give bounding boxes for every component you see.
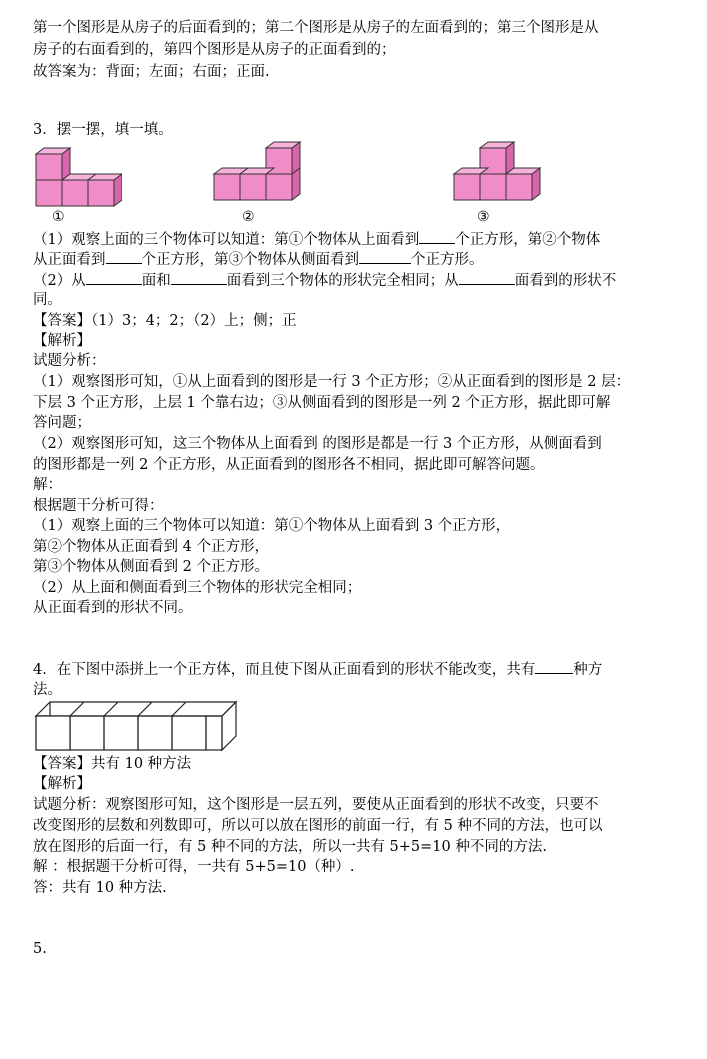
q4-text-c: 种方 bbox=[573, 662, 603, 678]
q3-analysis-line: 第②个物体从正面看到 4 个正方形， bbox=[33, 539, 269, 555]
cube-1b bbox=[36, 180, 62, 206]
q4-line-1 bbox=[33, 659, 602, 680]
q5-title: 5. bbox=[33, 941, 47, 957]
q3-analysis-line: （1）观察图形可知，①从上面看到的图形是一行 3 个正方形；②从正面看到的图形是 2 层： bbox=[33, 374, 631, 390]
answer-blank[interactable] bbox=[419, 229, 455, 244]
q3-analysis-line: （1）观察上面的三个物体可以知道：第①个物体从上面看到 3 个正方形， bbox=[33, 518, 511, 534]
cube-figure-2 bbox=[212, 140, 302, 206]
q3-analysis-line: （2）从上面和侧面看到三个物体的形状完全相同； bbox=[33, 580, 362, 596]
q4-analysis-line: 答：共有 10 种方法. bbox=[33, 880, 167, 896]
q4-analysis-line: 放在图形的后面一行，有 5 种不同的方法，所以一共有 5+5=10 种不同的方法. bbox=[33, 839, 547, 855]
intro-line-1: 第一个图形是从房子的后面看到的；第二个图形是从房子的左面看到的；第三个图形是从 bbox=[33, 20, 599, 36]
front-cube bbox=[36, 716, 70, 750]
q3-analysis-line: 答问题； bbox=[33, 415, 91, 431]
answer-blank[interactable] bbox=[106, 249, 142, 264]
q3-analysis-line: 的图形都是一列 2 个正方形，从正面看到的图形各不相同，据此即可解答问题。 bbox=[33, 457, 545, 473]
cube-1d bbox=[88, 174, 122, 206]
q3-p2-text-c: 面看到三个物体的形状完全相同；从 bbox=[226, 273, 459, 289]
answer-blank[interactable] bbox=[459, 270, 515, 285]
q3-analysis-line: 解： bbox=[33, 477, 62, 493]
q4-analysis-head: 【解析】 bbox=[33, 776, 91, 792]
q4-line-2: 法。 bbox=[33, 682, 62, 698]
cube-3d bbox=[506, 168, 540, 200]
q3-p2-text-e: 不 bbox=[601, 273, 617, 289]
figure-label-3: ③ bbox=[477, 209, 490, 225]
answer-blank[interactable] bbox=[359, 249, 411, 264]
q3-analysis-line: 第③个物体从侧面看到 2 个正方形。 bbox=[33, 559, 269, 575]
q3-p2-line2: 同。 bbox=[33, 292, 62, 308]
q3-p1-text-c: 从正面看到 bbox=[33, 252, 106, 268]
q3-analysis-line: 根据题干分析可得： bbox=[33, 498, 164, 514]
q3-title: 3．摆一摆，填一填。 bbox=[33, 122, 173, 138]
q3-analysis-line: 下层 3 个正方形，上层 1 个靠右边；③从侧面看到的图形是一列 2 个正方形，据此即可解 bbox=[33, 395, 611, 411]
figure-label-2: ② bbox=[242, 209, 255, 225]
answer-blank[interactable] bbox=[171, 270, 227, 285]
q3-p1-text-a: （1）观察上面的三个物体可以知道：第①个物体从上面看到 bbox=[33, 232, 420, 248]
q3-analysis-line: 试题分析： bbox=[33, 353, 106, 369]
intro-line-2: 房子的右面看到的，第四个图形是从房子的正面看到的； bbox=[33, 42, 396, 58]
q3-p2-line1 bbox=[33, 270, 616, 291]
intro-line-3: 故答案为：背面；左面；右面；正面. bbox=[33, 64, 270, 80]
answer-blank[interactable] bbox=[86, 270, 142, 285]
q3-p1-line2 bbox=[33, 249, 484, 270]
q3-analysis-line: （2）观察图形可知，这三个物体从上面看到 的图形是都是一行 3 个正方形，从侧面看到 bbox=[33, 436, 602, 452]
q3-analysis-line: 从正面看到的形状不同。 bbox=[33, 600, 193, 616]
cube-figure-1 bbox=[34, 146, 122, 210]
q3-p1-text-e: 个正方形。 bbox=[411, 252, 484, 268]
q4-analysis-line: 解 ：根据题干分析可得，一共有 5+5=10（种）. bbox=[33, 859, 355, 875]
figure-label-1: ① bbox=[52, 209, 65, 225]
q3-p1-text-b: 个正方形，第②个物体 bbox=[455, 232, 601, 248]
q4-answer: 【答案】共有 10 种方法 bbox=[33, 756, 192, 772]
q4-text-a: 4．在下图中添拼上一个正方体，而且使下 bbox=[33, 662, 304, 678]
q3-answer: 【答案】（1）3；4；2；（2）上；侧；正 bbox=[33, 313, 297, 329]
q3-p1-text-d: 个正方形，第③个物体从侧面看到 bbox=[141, 252, 359, 268]
q3-analysis-head: 【解析】 bbox=[33, 333, 91, 349]
q3-p1-line1 bbox=[33, 229, 600, 250]
cube-1a bbox=[36, 148, 70, 180]
q3-p2-text-b: 面和 bbox=[141, 273, 171, 289]
q4-analysis-line: 试题分析：观察图形可知，这个图形是一层五列，要使从正面看到的形状不改变，只要不 bbox=[33, 797, 599, 813]
q4-text-b: 图从正面看到的形状不能改变，共有 bbox=[303, 662, 536, 678]
answer-blank[interactable] bbox=[535, 659, 573, 674]
q3-p2-text-d: 面看到的形状 bbox=[514, 273, 602, 289]
q4-analysis-line: 改变图形的层数和列数即可，所以可以放在图形的前面一行，有 5 种不同的方法，也可以 bbox=[33, 818, 603, 834]
cube-row-figure bbox=[34, 700, 238, 754]
q3-p2-text-a: （2）从 bbox=[33, 273, 86, 289]
cube-figure-3 bbox=[452, 140, 542, 206]
cube-3c bbox=[480, 174, 506, 200]
